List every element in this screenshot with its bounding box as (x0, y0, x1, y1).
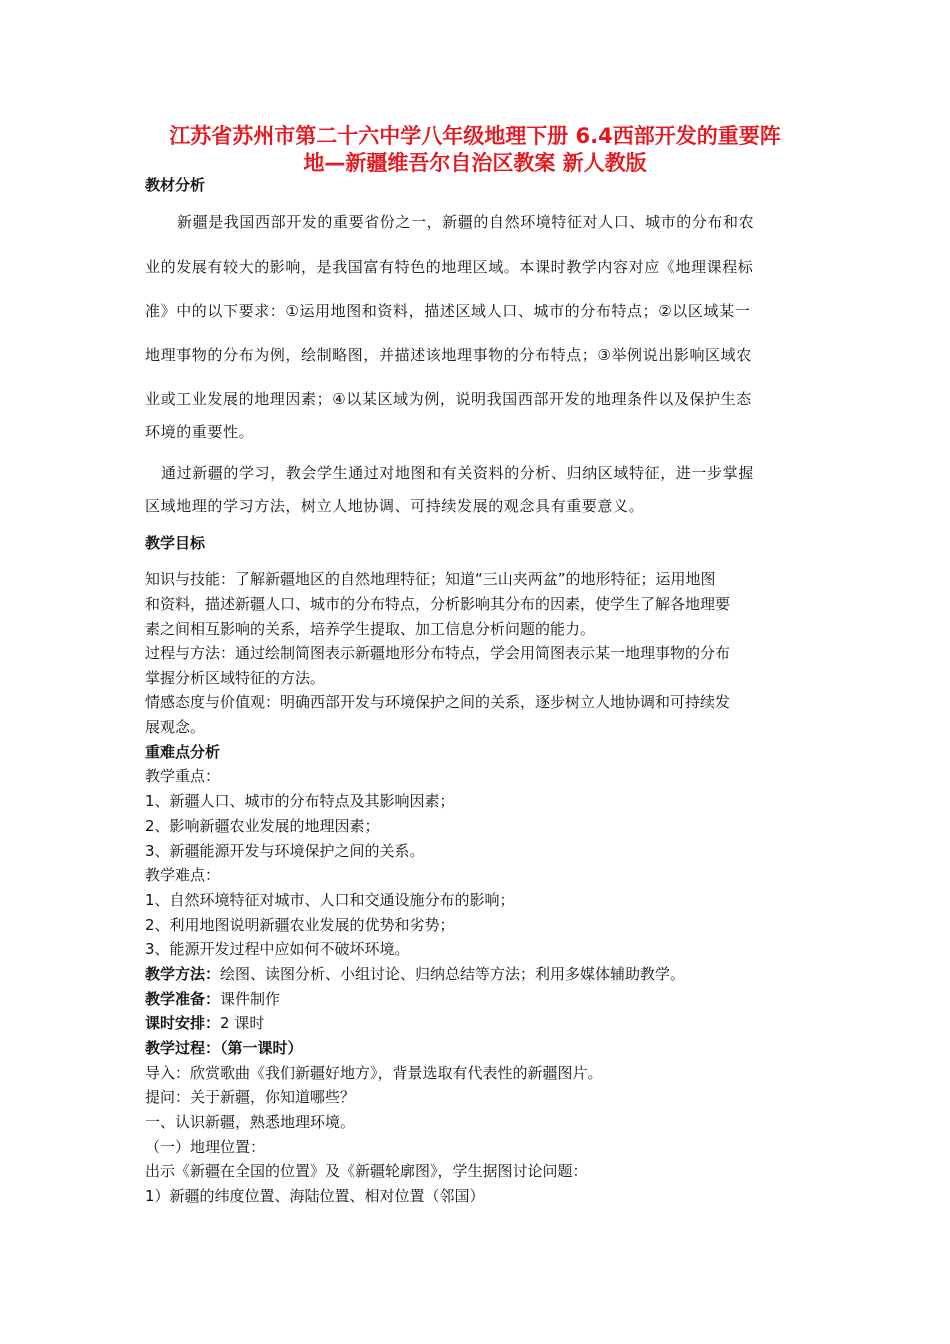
paragraph-line: 准》中的以下要求：①运用地图和资料，描述区域人口、城市的分布特点；②以区域某一 (145, 302, 751, 320)
hours-text: 2 课时 (220, 1014, 265, 1032)
paragraph-line: 区域地理的学习方法，树立人地协调、可持续发展的观念具有重要意义。 (145, 497, 645, 515)
method-label: 教学方法： (145, 965, 221, 983)
section-heading-keypoints: 重难点分析 (145, 743, 221, 761)
keypoint-line: 教学难点： (145, 866, 221, 884)
prep-label: 教学准备： (145, 990, 221, 1008)
process-line: （一）地理位置： (145, 1138, 266, 1156)
goal-line: 和资料，描述新疆人口、城市的分布特点，分析影响其分布的因素，使学生了解各地理要 (145, 595, 731, 613)
process-line: 提问：关于新疆，你知道哪些？ (145, 1088, 356, 1106)
paragraph-line: 新疆是我国西部开发的重要省份之一，新疆的自然环境特征对人口、城市的分布和农 (177, 213, 755, 231)
prep-line (145, 990, 280, 1008)
keypoint-line: 2、利用地图说明新疆农业发展的优势和劣势； (145, 916, 455, 934)
paragraph-line: 业或工业发展的地理因素；④以某区域为例，说明我国西部开发的地理条件以及保护生态 (145, 390, 752, 408)
keypoint-line: 3、新疆能源开发与环境保护之间的关系。 (145, 842, 425, 860)
keypoint-line: 2、影响新疆农业发展的地理因素； (145, 817, 380, 835)
goal-line: 掌握分析区域特征的方法。 (145, 669, 326, 687)
process-line: 导入：欣赏歌曲《我们新疆好地方》，背景选取有代表性的新疆图片。 (145, 1064, 603, 1082)
goal-line: 知识与技能：了解新疆地区的自然地理特征；知道“三山夹两盆”的地形特征；运用地图 (145, 570, 716, 588)
paragraph-line: 通过新疆的学习，教会学生通过对地图和有关资料的分析、归纳区域特征，进一步掌握 (161, 464, 754, 482)
process-line: 一、认识新疆，熟悉地理环境。 (145, 1113, 356, 1131)
method-text: 绘图、读图分析、小组讨论、归纳总结等方法；利用多媒体辅助教学。 (220, 965, 686, 983)
goal-line: 过程与方法：通过绘制简图表示新疆地形分布特点，学会用简图表示某一地理事物的分布 (145, 644, 731, 662)
method-line (145, 965, 685, 983)
section-heading-analysis: 教材分析 (145, 176, 206, 194)
section-heading-goals: 教学目标 (145, 534, 206, 552)
process-heading: 教学过程：（第一课时） (145, 1039, 303, 1057)
document-title-line-2: 地—新疆维吾尔自治区教案 新人教版 (303, 151, 647, 175)
keypoint-line: 1、新疆人口、城市的分布特点及其影响因素； (145, 792, 455, 810)
process-line: 1）新疆的纬度位置、海陆位置、相对位置（邻国） (145, 1187, 485, 1205)
paragraph-line: 业的发展有较大的影响，是我国富有特色的地理区域。本课时教学内容对应《地理课程标 (145, 258, 754, 276)
paragraph-line: 地理事物的分布为例，绘制略图，并描述该地理事物的分布特点；③举例说出影响区域农 (145, 346, 752, 364)
keypoint-line: 3、能源开发过程中应如何不破坏环境。 (145, 940, 410, 958)
keypoint-line: 教学重点： (145, 767, 221, 785)
document-title-line-1: 江苏省苏州市第二十六中学八年级地理下册 6.4西部开发的重要阵 (169, 124, 781, 148)
hours-line (145, 1014, 264, 1032)
goal-line: 展观念。 (145, 718, 206, 736)
prep-text: 课件制作 (220, 990, 281, 1008)
process-line: 出示《新疆在全国的位置》及《新疆轮廓图》，学生据图讨论问题： (145, 1162, 588, 1180)
goal-line: 情感态度与价值观：明确西部开发与环境保护之间的关系，逐步树立人地协调和可持续发 (145, 693, 731, 711)
paragraph-line: 环境的重要性。 (145, 423, 255, 441)
hours-label: 课时安排： (145, 1014, 221, 1032)
keypoint-line: 1、自然环境特征对城市、人口和交通设施分布的影响； (145, 891, 515, 909)
goal-line: 素之间相互影响的关系，培养学生提取、加工信息分析问题的能力。 (145, 620, 596, 638)
